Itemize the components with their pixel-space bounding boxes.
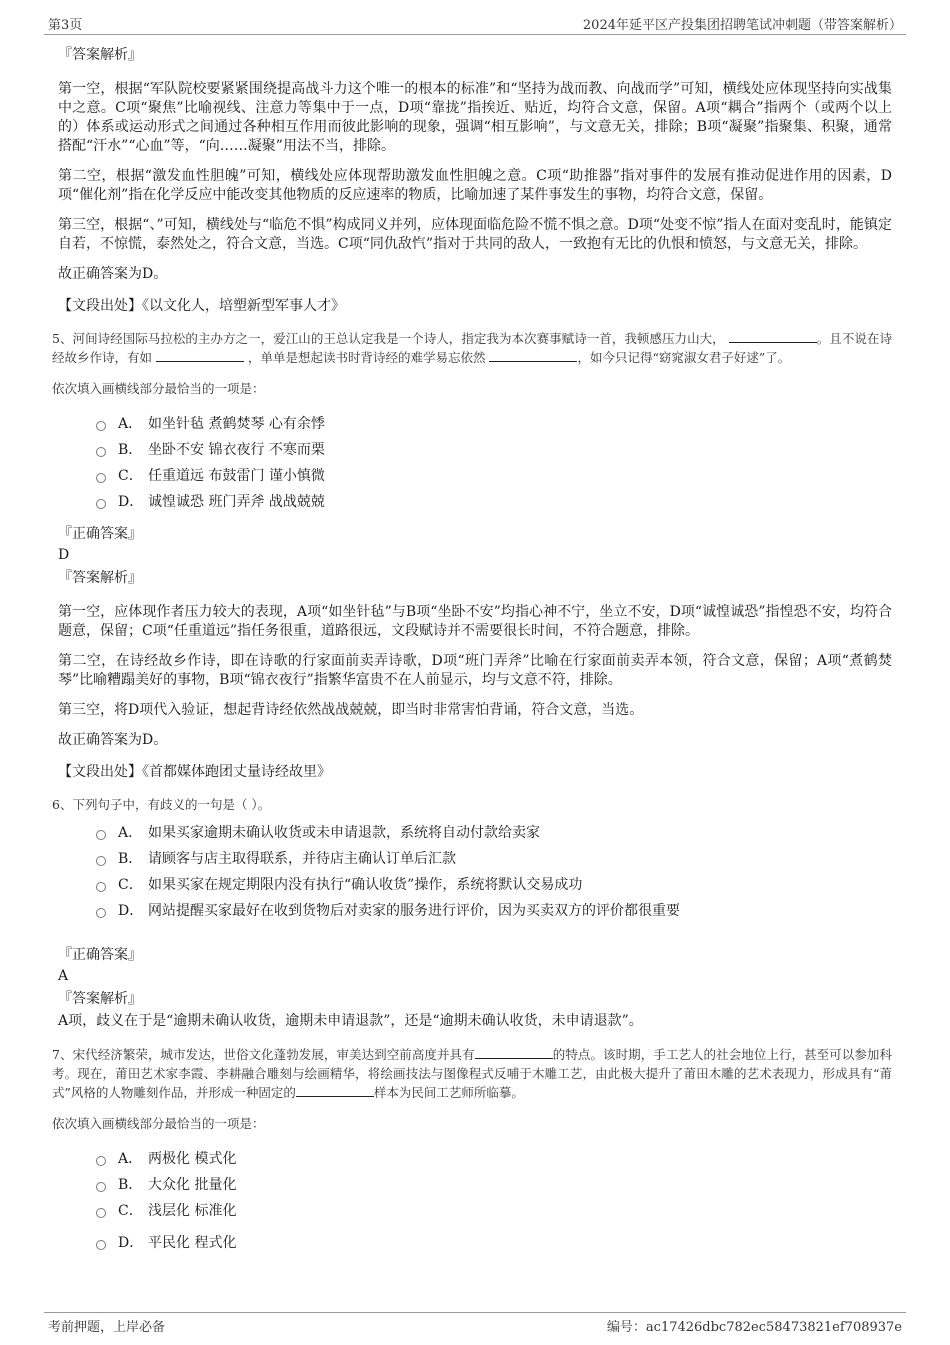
fill-blank: [156, 349, 244, 362]
radio-button[interactable]: [96, 1156, 106, 1166]
option-b[interactable]: B． 坐卧不安 锦衣夜行 不寒而栗: [96, 437, 892, 463]
question-prompt: 依次填入画横线部分最恰当的一项是：: [52, 381, 265, 396]
option-a[interactable]: A． 两极化 模式化: [96, 1146, 892, 1172]
option-b[interactable]: B． 大众化 批量化: [96, 1172, 892, 1198]
option-d[interactable]: D． 诚惶诚恐 班门弄斧 战战兢兢: [96, 489, 892, 515]
answer-conclusion: 故正确答案为D。: [58, 266, 168, 282]
page-content: [52, 44, 892, 1264]
fill-blank: [475, 1046, 553, 1059]
question-7-stem: 7、宋代经济繁荣，城市发达，世俗文化蓬勃发展，审美达到空前高度并具有 的特点。该时期，手工艺人的社会地位上行，甚至可以参加科考。现在，莆田艺术家李霞、李耕融合雕刻与绘画精华，将绘画技法与图像程式反哺于木雕工艺，由此极大提升了莆田木雕的艺术表现力，形成具有“莆式”风格的人物雕刻作品，并形成一种固定的 样本为民间工艺师所临摹。: [52, 1047, 892, 1100]
option-c[interactable]: C． 如果买家在规定期限内没有执行“确认收货”操作，系统将默认交易成功: [96, 872, 892, 898]
option-c[interactable]: C． 浅层化 标准化: [96, 1198, 892, 1224]
fill-blank: [296, 1084, 374, 1097]
page-footer: [44, 1312, 906, 1339]
radio-button[interactable]: [96, 1208, 106, 1218]
option-a[interactable]: A． 如坐针毡 煮鹤焚琴 心有余悸: [96, 411, 892, 437]
fill-blank: [489, 349, 577, 362]
option-b[interactable]: B． 请顾客与店主取得联系，并待店主确认订单后汇款: [96, 846, 892, 872]
option-d[interactable]: D． 平民化 程式化: [96, 1230, 892, 1256]
analysis-paragraph: 第二空，根据“激发血性胆魄”可知，横线处应体现帮助激发血性胆魄之意。C项“助推器”指对事件的发展有推动促进作用的因素，D项“催化剂”指在化学反应中能改变其他物质的反应速率的物质，比喻加速了某件事发生的事物，均符合文意，保留。: [58, 168, 892, 203]
correct-answer-label: 『正确答案』: [58, 947, 142, 963]
analysis-paragraph: 第一空，根据“军队院校要紧紧围绕提高战斗力这个唯一的根本的标准”和“坚持为战而教、向战而学”可知，横线处应体现坚持向实战集中之意。C项“聚焦”比喻视线、注意力等集中于一点，D项“靠拢”指挨近、贴近，均符合文意，保留。A项“耦合”指两个（或两个以上的）体系或运动形式之间通过各种相互作用而彼此影响的现象，强调“相互影响”，与文意无关，排除；B项“凝聚”指聚集、积聚，通常搭配“汗水”“心血”等，“向……凝聚”用法不当，排除。: [58, 81, 892, 154]
answer-conclusion: 故正确答案为D。: [58, 732, 168, 748]
radio-button[interactable]: [96, 830, 106, 840]
analysis-label: 『答案解析』: [58, 991, 142, 1007]
analysis-label: 『答案解析』: [58, 570, 142, 586]
correct-answer: A: [58, 968, 69, 984]
correct-answer-label: 『正确答案』: [58, 526, 142, 542]
correct-answer: D: [58, 547, 70, 563]
question-prompt: 依次填入画横线部分最恰当的一项是：: [52, 1116, 265, 1131]
radio-button[interactable]: [96, 908, 106, 918]
option-c[interactable]: C． 任重道远 布鼓雷门 谨小慎微: [96, 463, 892, 489]
radio-button[interactable]: [96, 447, 106, 457]
document-code: 编号：ac17426dbc782ec58473821ef708937e: [606, 1320, 902, 1335]
source-citation: 【文段出处】《首都媒体跑团丈量诗经故里》: [58, 764, 331, 780]
question-6-stem: 6、下列句子中，有歧义的一句是（ ）。: [52, 797, 271, 812]
radio-button[interactable]: [96, 421, 106, 431]
page-number: 第3页: [48, 18, 83, 33]
option-d[interactable]: D． 网站提醒买家最好在收到货物后对卖家的服务进行评价，因为买卖双方的评价都很重要: [96, 898, 892, 924]
radio-button[interactable]: [96, 1182, 106, 1192]
source-citation: 【文段出处】《以文化人，培塑新型军事人才》: [58, 298, 345, 314]
question-6-options: [96, 820, 892, 924]
question-7-options: [96, 1146, 892, 1256]
analysis-paragraph: 第三空，根据“、”可知，横线处与“临危不惧”构成同义并列，应体现面临危险不慌不惧之意。D项“处变不惊”指人在面对变乱时，能镇定自若，不惊慌，泰然处之，符合文意，当选。C项“同仇敌忾”指对于共同的敌人，一致抱有无比的仇恨和愤怒，与文意无关，排除。: [58, 217, 892, 252]
document-title: 2024年延平区产投集团招聘笔试冲刺题（带答案解析）: [582, 18, 902, 33]
radio-button[interactable]: [96, 1240, 106, 1250]
analysis-paragraph: 第二空，在诗经故乡作诗，即在诗歌的行家面前卖弄诗歌，D项“班门弄斧”比喻在行家面前卖弄本领，符合文意，保留；A项“煮鹤焚琴”比喻糟蹋美好的事物，B项“锦衣夜行”指繁华富贵不在人前显示，均与文意不符，排除。: [58, 653, 892, 688]
analysis-paragraph: 第一空，应体现作者压力较大的表现，A项“如坐针毡”与B项“坐卧不安”均指心神不宁，坐立不安，D项“诚惶诚恐”指惶恐不安，均符合题意，保留；C项“任重道远”指任务很重，道路很远，文段赋诗并不需要很长时间，不符合题意，排除。: [58, 604, 892, 639]
analysis-paragraph: A项，歧义在于是“逾期未确认收货，逾期未申请退款”，还是“逾期未确认收货，未申请退款”。: [58, 1013, 643, 1029]
radio-button[interactable]: [96, 499, 106, 509]
analysis-paragraph: 第三空，将D项代入验证，想起背诗经依然战战兢兢，即当时非常害怕背诵，符合文意，当选。: [58, 702, 644, 718]
radio-button[interactable]: [96, 856, 106, 866]
question-5-stem: 5、河间诗经国际马拉松的主办方之一，爱江山的王总认定我是一个诗人，指定我为本次赛事赋诗一首，我顿感压力山大， 。且不说在诗经故乡作诗，有如 ，单单是想起读书时背诗经的难学易忘依然 ，如今只记得“窈窕淑女君子好逑”了。: [52, 331, 892, 365]
radio-button[interactable]: [96, 473, 106, 483]
footer-note: 考前押题，上岸必备: [48, 1320, 166, 1335]
analysis-label: 『答案解析』: [58, 47, 142, 63]
fill-blank: [729, 330, 817, 343]
page-header: [44, 12, 906, 35]
question-5-options: [96, 411, 892, 515]
option-a[interactable]: A． 如果买家逾期未确认收货或未申请退款，系统将自动付款给卖家: [96, 820, 892, 846]
radio-button[interactable]: [96, 882, 106, 892]
